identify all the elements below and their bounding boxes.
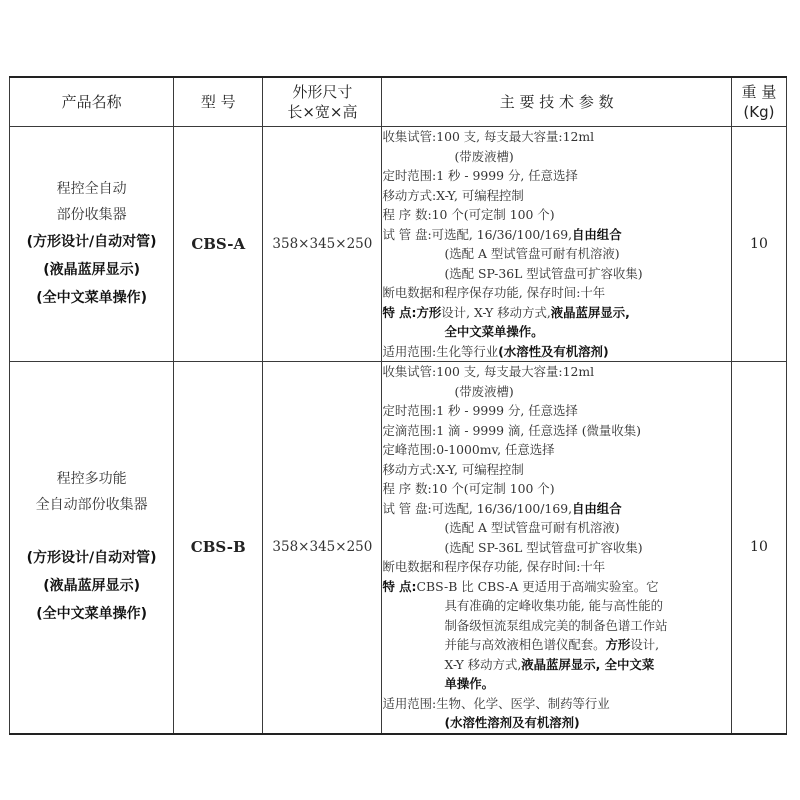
param-line <box>382 499 730 519</box>
dimensions-cell: 358×345×250 <box>263 362 382 734</box>
param-bold: 方形 <box>605 637 631 652</box>
param-line: (选配 SP-36L 型试管盘可扩容收集) <box>444 265 643 281</box>
param-line: 收集试管:100 支, 每支最大容量:12ml <box>382 129 595 144</box>
param-line: 适用范围:生物、化学、医学、制药等行业 <box>382 695 610 711</box>
table-row <box>10 127 787 362</box>
product-feature-line: (方形设计/自动对管) <box>26 550 157 567</box>
param-line: 全中文菜单操作。 <box>444 324 544 339</box>
weight-cell: 10 <box>731 127 786 362</box>
param-line: 断电数据和程序保存功能, 保存时间:十年 <box>382 559 606 574</box>
dimensions-cell: 358×345×250 <box>263 127 382 362</box>
model-cell: CBS-A <box>174 127 263 362</box>
param-line <box>382 635 730 655</box>
param-line <box>382 577 730 597</box>
product-feature-line: (液晶蓝屏显示) <box>43 262 140 278</box>
param-line: 移动方式:X-Y, 可编程控制 <box>382 461 524 477</box>
product-name-cell <box>10 127 174 362</box>
product-name-line: 程控全自动 <box>56 181 127 197</box>
param-line: 定峰范围:0-1000mv, 任意选择 <box>382 442 555 457</box>
table-row <box>10 362 787 734</box>
header-parameters: 主 要 技 术 参 数 <box>382 77 731 127</box>
parameters-cell <box>382 362 731 734</box>
param-text: 设计, X-Y 移动方式, <box>441 304 551 320</box>
param-line: (选配 SP-36L 型试管盘可扩容收集) <box>444 539 643 555</box>
param-bold: 特 点: <box>382 578 417 594</box>
param-line: 定时范围:1 秒 - 9999 分, 任意选择 <box>382 403 578 418</box>
product-name-line: 部份收集器 <box>56 207 127 223</box>
param-line: 移动方式:X-Y, 可编程控制 <box>382 187 524 203</box>
header-model-label: 型 号 <box>200 93 236 111</box>
parameters-cell <box>382 127 731 362</box>
param-line: 定滴范围:1 滴 - 9999 滴, 任意选择 (微量收集) <box>382 422 641 438</box>
param-bold: 方形 <box>416 304 442 320</box>
param-line: 断电数据和程序保存功能, 保存时间:十年 <box>382 285 606 300</box>
param-line: 程 序 数:10 个(可定制 100 个) <box>382 207 555 222</box>
param-text: 试 管 盘:可选配, 16/36/100/169, <box>382 500 573 516</box>
param-line: 程 序 数:10 个(可定制 100 个) <box>382 481 555 496</box>
product-feature-line: (全中文菜单操作) <box>36 606 147 623</box>
weight-cell: 10 <box>731 362 786 734</box>
param-line: (选配 A 型试管盘可耐有机溶液) <box>444 520 620 535</box>
param-line <box>382 225 730 245</box>
param-text: X-Y 移动方式, <box>444 656 522 672</box>
param-line: (带废液槽) <box>454 148 514 164</box>
header-product-name: 产品名称 <box>10 77 174 127</box>
param-line: 制备级恒流泵组成完美的制备色谱工作站 <box>444 617 668 633</box>
model-cell: CBS-B <box>174 362 263 734</box>
product-spec-table <box>9 76 787 735</box>
param-line: (水溶性溶剂及有机溶剂) <box>444 715 580 730</box>
header-dimensions-line2: 长×宽×高 <box>287 103 358 121</box>
param-line <box>382 303 730 323</box>
spacer <box>10 518 173 544</box>
param-bold: 自由组合 <box>572 500 622 516</box>
product-name-line: 全自动部份收集器 <box>35 497 148 514</box>
param-text: 试 管 盘:可选配, 16/36/100/169, <box>382 226 573 242</box>
header-weight <box>731 77 786 127</box>
param-line: 具有准确的定峰收集功能, 能与高性能的 <box>444 598 663 613</box>
param-line: 定时范围:1 秒 - 9999 分, 任意选择 <box>382 168 578 183</box>
param-bold: 自由组合 <box>572 226 622 242</box>
param-text: 适用范围:生化等行业 <box>382 343 499 359</box>
param-text: CBS-B 比 CBS-A 更适用于高端实验室。它 <box>416 578 659 594</box>
header-dimensions-line1: 外形尺寸 <box>292 83 353 101</box>
header-dimensions <box>263 77 382 127</box>
header-model <box>174 77 263 127</box>
product-feature-line: (全中文菜单操作) <box>36 290 147 306</box>
header-weight-line2: (Kg) <box>743 103 775 121</box>
param-line: 单操作。 <box>444 676 495 691</box>
product-feature-line: (液晶蓝屏显示) <box>43 578 140 595</box>
param-line: (带废液槽) <box>454 383 514 399</box>
param-bold: (水溶性及有机溶剂) <box>498 343 609 359</box>
table-header-row <box>10 77 787 127</box>
param-line: 收集试管:100 支, 每支最大容量:12ml <box>382 364 595 379</box>
param-text: 并能与高效液相色谱仪配套。 <box>444 637 606 652</box>
header-weight-line1: 重 量 <box>741 83 777 101</box>
param-line <box>382 342 730 362</box>
param-bold: 液晶蓝屏显示, <box>550 304 630 320</box>
param-text: 设计, <box>630 637 660 652</box>
param-line: (选配 A 型试管盘可耐有机溶液) <box>444 246 620 261</box>
product-feature-line: (方形设计/自动对管) <box>26 234 157 250</box>
param-bold: 特 点: <box>382 304 417 320</box>
param-bold: 液晶蓝屏显示, 全中文菜 <box>521 656 655 672</box>
param-line <box>382 655 730 675</box>
product-name-cell <box>10 362 174 734</box>
product-name-line: 程控多功能 <box>56 471 127 488</box>
